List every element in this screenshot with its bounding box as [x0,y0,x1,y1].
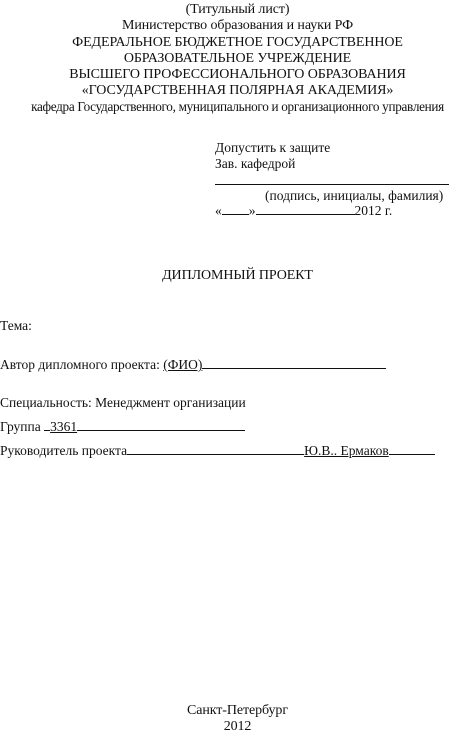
signature-blank [215,172,449,185]
supervisor-value: Ю.В.. Ермаков [304,443,389,458]
org-line-3: ВЫСШЕГО ПРОФЕССИОНАЛЬНОГО ОБРАЗОВАНИЯ [69,67,406,82]
department-name: кафедра Государственного, муниципального и организационного управления [31,99,444,114]
ministry-name: Министерство образования и науки РФ [121,18,354,33]
date-quote-open: « [215,203,222,218]
supervisor-line [0,442,435,459]
footer-year: 2012 [223,719,252,734]
day-blank [222,202,249,215]
supervisor-blank [127,442,304,455]
admit-to-defense: Допустить к защите [215,140,331,155]
org-line-2: ОБРАЗОВАТЕЛЬНОЕ УЧРЕЖДЕНИЕ [123,51,352,66]
title-note: (Титульный лист) [185,2,290,17]
date-quote-close: » [248,203,256,218]
approval-date [215,202,392,219]
supervisor-label: Руководитель проекта [0,443,128,458]
signature-hint: (подпись, инициалы, фамилия) [265,188,444,203]
group-line [0,418,245,435]
group-blank [77,418,245,431]
document-title: ДИПЛОМНЫЙ ПРОЕКТ [162,268,313,283]
group-label: Группа [0,419,45,434]
org-line-1: ФЕДЕРАЛЬНОЕ БЮДЖЕТНОЕ ГОСУДАРСТВЕННОЕ [72,35,403,50]
specialty: Специальность: Менеджмент организации [0,395,246,410]
author-line [0,356,386,373]
author-value: (ФИО) [163,357,203,372]
academy-name: «ГОСУДАРСТВЕННАЯ ПОЛЯРНАЯ АКАДЕМИЯ» [81,83,394,98]
author-label: Автор дипломного проекта: [0,357,164,372]
group-value: 3361 [50,419,78,434]
month-blank [256,202,355,215]
topic-label: Тема: [0,318,32,333]
city: Санкт-Петербург [187,703,288,718]
approval-year: 2012 г. [354,203,393,218]
supervisor-blank-post [389,442,435,455]
head-of-department: Зав. кафедрой [215,156,296,171]
author-blank [202,356,386,369]
